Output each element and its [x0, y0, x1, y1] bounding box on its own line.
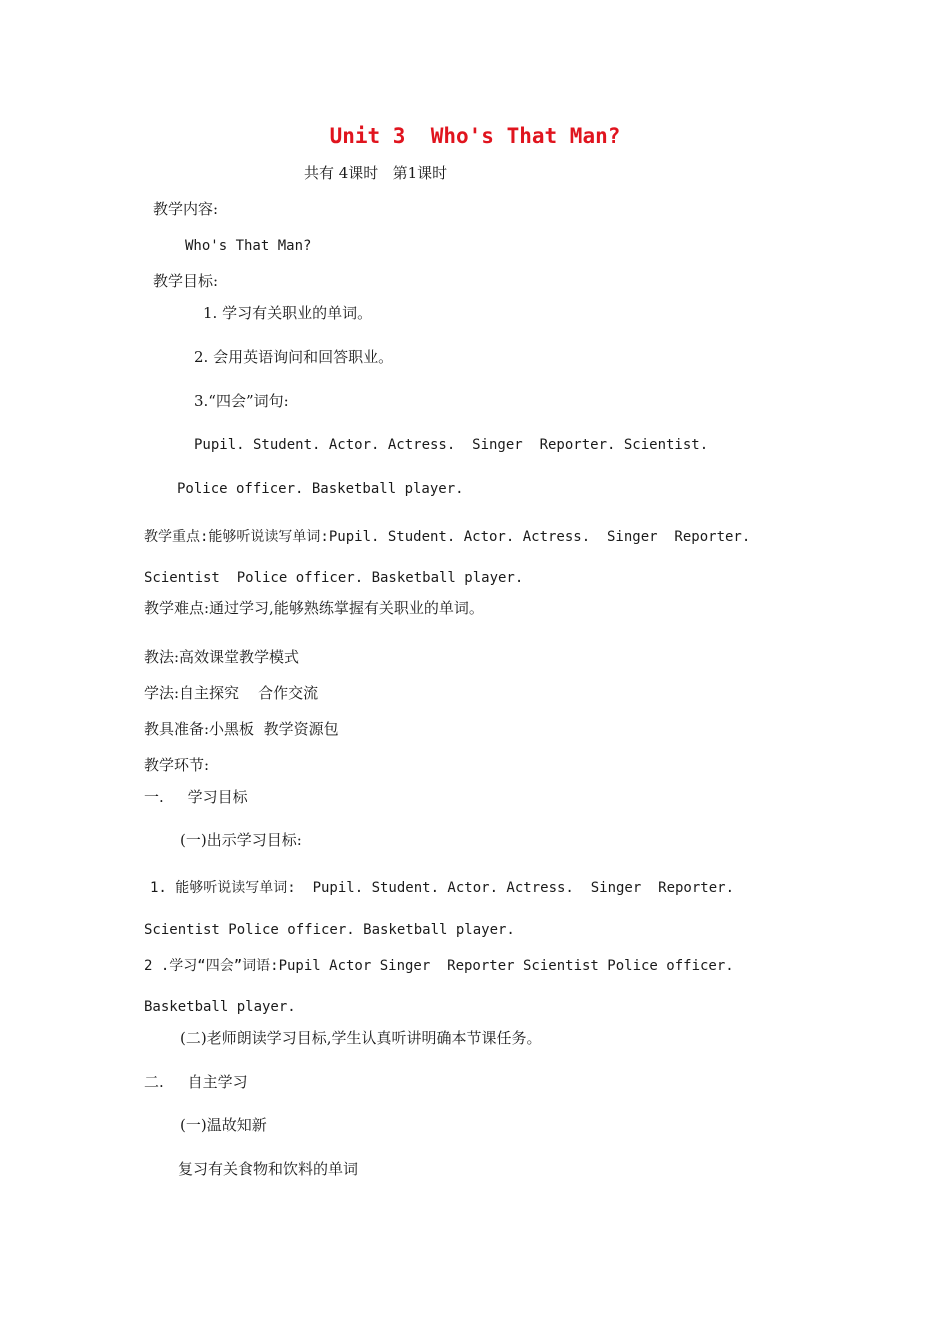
goal-1-line-1: 1. 能够听说读写单词: Pupil. Student. Actor. Actress. Singer Reporter.: [150, 880, 735, 896]
section-1-heading: 一. 学习目标: [144, 788, 248, 806]
content-label: 教学内容:: [153, 200, 219, 218]
vocab-line-2: Police officer. Basketball player.: [177, 481, 464, 497]
study-method: 学法:自主探究 合作交流: [144, 684, 319, 702]
section-2-sub-1: (一)温故知新: [180, 1116, 267, 1134]
lesson-count: 共有 4课时 第1课时: [304, 164, 448, 182]
page-title: Unit 3 Who's That Man?: [329, 124, 621, 148]
key-points-line-2: Scientist Police officer. Basketball player.: [144, 570, 524, 586]
steps-label: 教学环节:: [144, 756, 210, 774]
teaching-method: 教法:高效课堂教学模式: [144, 648, 300, 666]
section-2-heading: 二. 自主学习: [144, 1073, 248, 1091]
section-1-sub-2: (二)老师朗读学习目标,学生认真听讲明确本节课任务。: [180, 1029, 542, 1047]
objective-item-3: 3.“四会”词句:: [194, 392, 289, 410]
goal-1-line-2: Scientist Police officer. Basketball player.: [144, 922, 515, 938]
vocab-line-1: Pupil. Student. Actor. Actress. Singer Reporter. Scientist.: [194, 437, 709, 453]
key-points-line-1: 教学重点:能够听说读写单词:Pupil. Student. Actor. Actress. Singer Reporter.: [144, 529, 751, 545]
difficulty-text: 教学难点:通过学习,能够熟练掌握有关职业的单词。: [144, 599, 484, 617]
goal-2-line-1: 2 .学习“四会”词语:Pupil Actor Singer Reporter Scientist Police officer.: [144, 958, 734, 974]
content-value: Who's That Man?: [185, 238, 312, 254]
objective-item-2: 2. 会用英语询问和回答职业。: [194, 348, 394, 366]
section-1-sub-1: (一)出示学习目标:: [180, 831, 302, 849]
objectives-label: 教学目标:: [153, 272, 219, 290]
goal-2-line-2: Basketball player.: [144, 999, 296, 1015]
teaching-tools: 教具准备:小黑板 教学资源包: [144, 720, 339, 738]
section-2-text: 复习有关食物和饮料的单词: [178, 1160, 359, 1178]
objective-item-1: 1. 学习有关职业的单词。: [203, 304, 373, 322]
